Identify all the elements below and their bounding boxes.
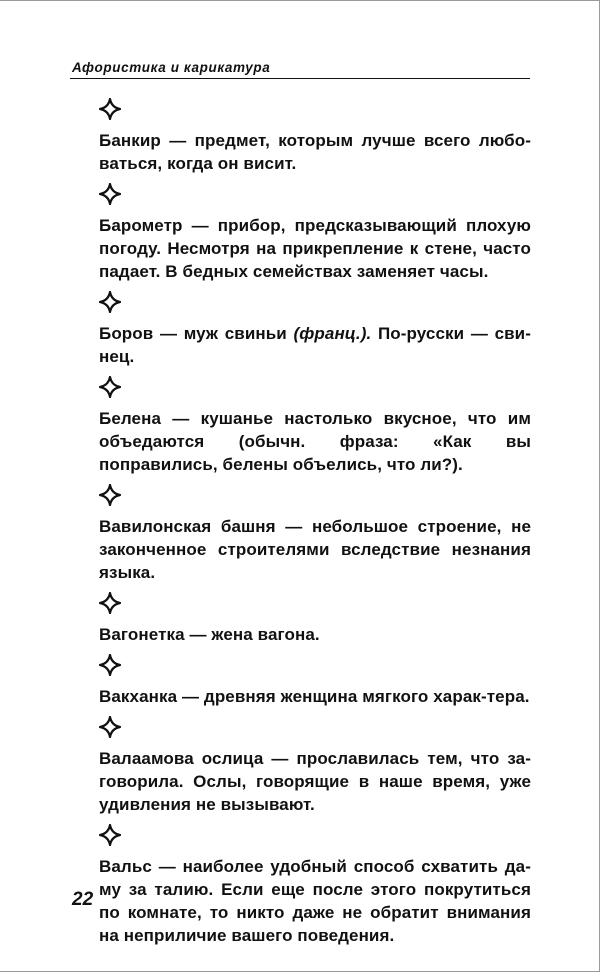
page-number: 22 [72, 889, 94, 910]
four-point-star-icon [99, 592, 121, 614]
four-point-star-icon [99, 291, 121, 313]
running-header: Афористика и карикатура [72, 60, 271, 75]
four-point-star-icon [99, 484, 121, 506]
four-point-star-icon [99, 654, 121, 676]
dictionary-entry [99, 592, 531, 654]
four-point-star-icon [99, 98, 121, 120]
entry-text: Барометр — прибор, предсказывающий плохую погоду. Несмотря на прикрепление к стене, часто падает. В бедных семействах заменяет часы. [99, 216, 531, 281]
dictionary-entry [99, 376, 531, 484]
dictionary-entry [99, 716, 531, 824]
dictionary-entry [99, 484, 531, 592]
entry-text: Банкир — предмет, которым лучше всего любо-ваться, когда он висит. [99, 131, 531, 173]
four-point-star-icon [99, 376, 121, 398]
dictionary-entry [99, 291, 531, 376]
entry-text: Валаамова ослица — прославилась тем, что за-говорила. Ослы, говорящие в наше время, уже удивления не вызывают. [99, 749, 531, 814]
dictionary-entry [99, 98, 531, 183]
entry-text: Белена — кушанье настолько вкусное, что им объедаются (обычн. фраза: «Как вы поправились, белены объелись, что ли?). [99, 409, 531, 474]
header-rule [70, 78, 530, 79]
entry-text: Боров — муж свиньи (франц.). По-русски — сви-нец. [99, 324, 531, 366]
entry-text: Вальс — наиболее удобный способ схватить да-му за талию. Если еще после этого покрутиться по комнате, то никто даже не обратит внимания на неприличие вашего поведения. [99, 857, 531, 945]
entries-column [99, 98, 531, 947]
four-point-star-icon [99, 183, 121, 205]
entry-text: Вакханка — древняя женщина мягкого харак-тера. [99, 687, 530, 706]
four-point-star-icon [99, 824, 121, 846]
page-frame-top [0, 0, 600, 1]
entry-text: Вагонетка — жена вагона. [99, 625, 320, 644]
four-point-star-icon [99, 716, 121, 738]
dictionary-entry [99, 654, 531, 716]
dictionary-entry [99, 183, 531, 291]
entry-text: Вавилонская башня — небольшое строение, не законченное строителями вследствие незнания языка. [99, 517, 531, 582]
dictionary-entry [99, 824, 531, 947]
